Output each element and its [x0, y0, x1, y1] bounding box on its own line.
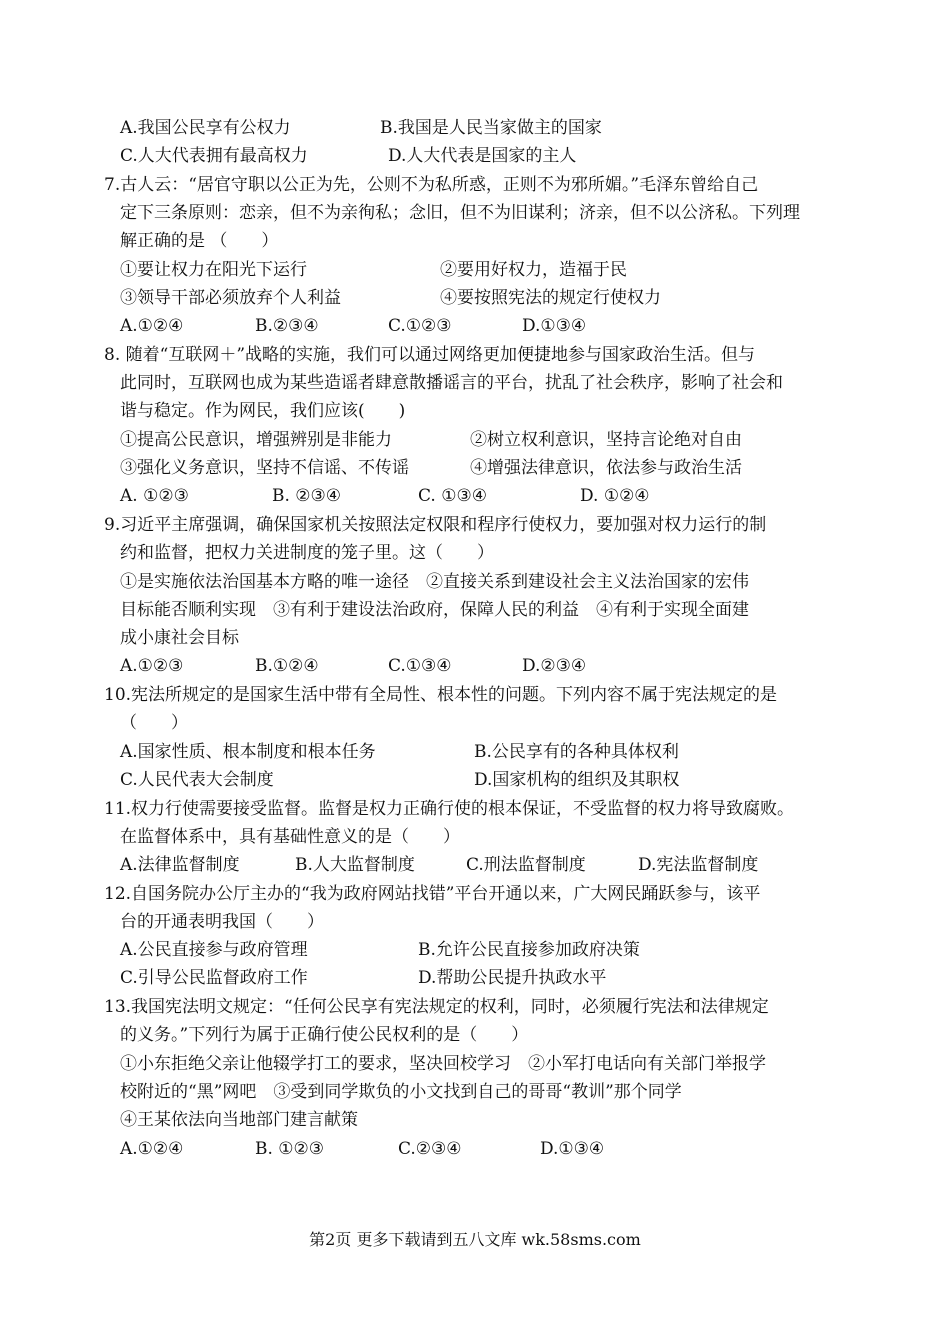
q12-option-c: C.引导公民监督政府工作 — [120, 968, 308, 988]
q11-option-d: D.宪法监督制度 — [638, 855, 759, 875]
q9-option-c: C.①③④ — [388, 656, 452, 676]
q8-option-d: D. ①②④ — [580, 486, 650, 506]
q13-option-c: C.②③④ — [398, 1139, 462, 1159]
q12-text-line: 12.自国务院办公厅主办的“我为政府网站找错”平台开通以来，广大网民踊跃参与，该平 — [104, 884, 761, 904]
q12-option-d: D.帮助公民提升执政水平 — [418, 968, 607, 988]
q13-option-a: A.①②④ — [120, 1139, 184, 1159]
q7-text-line: 定下三条原则：恋亲，但不为亲徇私；念旧，但不为旧谋利；济亲，但不以公济私。下列理 — [120, 203, 800, 223]
q11-option-b: B.人大监督制度 — [295, 855, 415, 875]
q6-option-c: C.人大代表拥有最高权力 — [120, 146, 308, 166]
q6-option-a: A.我国公民享有公权力 — [120, 118, 291, 138]
q11-text-line: 在监督体系中，具有基础性意义的是（ ） — [120, 827, 460, 847]
q9-option-d: D.②③④ — [522, 656, 587, 676]
q13-text-line: 的义务。”下列行为属于正确行使公民权利的是（ ） — [120, 1025, 529, 1045]
q13-text-line: 13.我国宪法明文规定：“任何公民享有宪法规定的权利，同时，必须履行宪法和法律规定 — [104, 997, 769, 1017]
q6-option-b: B.我国是人民当家做主的国家 — [380, 118, 602, 138]
q12-option-b: B.允许公民直接参加政府决策 — [418, 940, 640, 960]
q12-text-line: 台的开通表明我国（ ） — [120, 912, 324, 932]
q13-option-b: B. ①②③ — [255, 1139, 325, 1159]
q9-text-line: ①是实施依法治国基本方略的唯一途径 ②直接关系到建设社会主义法治国家的宏伟 — [120, 572, 749, 592]
q7-option-a: A.①②④ — [120, 316, 184, 336]
q8-option-c: C. ①③④ — [418, 486, 487, 506]
q8-statement-1: ①提高公民意识，增强辨别是非能力 — [120, 430, 392, 450]
q9-text-line: 目标能否顺利实现 ③有利于建设法治政府，保障人民的利益 ④有利于实现全面建 — [120, 600, 749, 620]
q8-statement-4: ④增强法律意识，依法参与政治生活 — [470, 458, 742, 478]
q9-text-line: 9.习近平主席强调，确保国家机关按照法定权限和程序行使权力，要加强对权力运行的制 — [104, 515, 767, 535]
q9-option-a: A.①②③ — [120, 656, 184, 676]
q8-option-b: B. ②③④ — [272, 486, 342, 506]
q8-option-a: A. ①②③ — [120, 486, 189, 506]
q7-text-line: 7.古人云：“居官守职以公正为先，公则不为私所惑，正则不为邪所媚。”毛泽东曾给自己 — [104, 175, 759, 195]
q9-option-b: B.①②④ — [255, 656, 319, 676]
q7-statement-1: ①要让权力在阳光下运行 — [120, 260, 307, 280]
q7-statement-3: ③领导干部必须放弃个人利益 — [120, 288, 341, 308]
q8-text-line: 谐与稳定。作为网民，我们应该( ) — [120, 401, 406, 421]
q8-text-line: 此同时，互联网也成为某些造谣者肆意散播谣言的平台，扰乱了社会秩序，影响了社会和 — [120, 373, 783, 393]
q9-text-line: 约和监督，把权力关进制度的笼子里。这（ ） — [120, 543, 494, 563]
q13-text-line: ④王某依法向当地部门建言献策 — [120, 1110, 358, 1130]
q13-text-line: 校附近的“黑”网吧 ③受到同学欺负的小文找到自己的哥哥“教训”那个同学 — [120, 1082, 682, 1102]
q11-option-c: C.刑法监督制度 — [466, 855, 586, 875]
q11-text-line: 11.权力行使需要接受监督。监督是权力正确行使的根本保证，不受监督的权力将导致腐败。 — [104, 799, 795, 819]
q7-text-line: 解正确的是 （ ） — [120, 231, 279, 251]
q10-option-b: B.公民享有的各种具体权利 — [474, 742, 679, 762]
q7-option-d: D.①③④ — [522, 316, 587, 336]
q10-option-a: A.国家性质、根本制度和根本任务 — [120, 742, 376, 762]
q11-option-a: A.法律监督制度 — [120, 855, 240, 875]
q9-text-line: 成小康社会目标 — [120, 628, 239, 648]
q7-statement-4: ④要按照宪法的规定行使权力 — [440, 288, 661, 308]
q8-statement-3: ③强化义务意识，坚持不信谣、不传谣 — [120, 458, 409, 478]
q6-option-d: D.人大代表是国家的主人 — [388, 146, 577, 166]
q8-statement-2: ②树立权利意识，坚持言论绝对自由 — [470, 430, 742, 450]
q7-option-c: C.①②③ — [388, 316, 452, 336]
q7-statement-2: ②要用好权力，造福于民 — [440, 260, 627, 280]
q10-text-line: 10.宪法所规定的是国家生活中带有全局性、根本性的问题。下列内容不属于宪法规定的是 — [104, 685, 778, 705]
q10-option-d: D.国家机构的组织及其职权 — [474, 770, 680, 790]
page-footer: 第2页 更多下载请到五八文库 wk.58sms.com — [309, 1230, 641, 1249]
q8-text-line: 8. 随着“互联网＋”战略的实施，我们可以通过网络更加便捷地参与国家政治生活。但与 — [104, 345, 756, 365]
q10-option-c: C.人民代表大会制度 — [120, 770, 274, 790]
q10-text-line: （ ） — [120, 713, 188, 733]
q12-option-a: A.公民直接参与政府管理 — [120, 940, 308, 960]
q7-option-b: B.②③④ — [255, 316, 319, 336]
q13-option-d: D.①③④ — [540, 1139, 605, 1159]
q13-text-line: ①小东拒绝父亲让他辍学打工的要求，坚决回校学习 ②小军打电话向有关部门举报学 — [120, 1054, 766, 1074]
